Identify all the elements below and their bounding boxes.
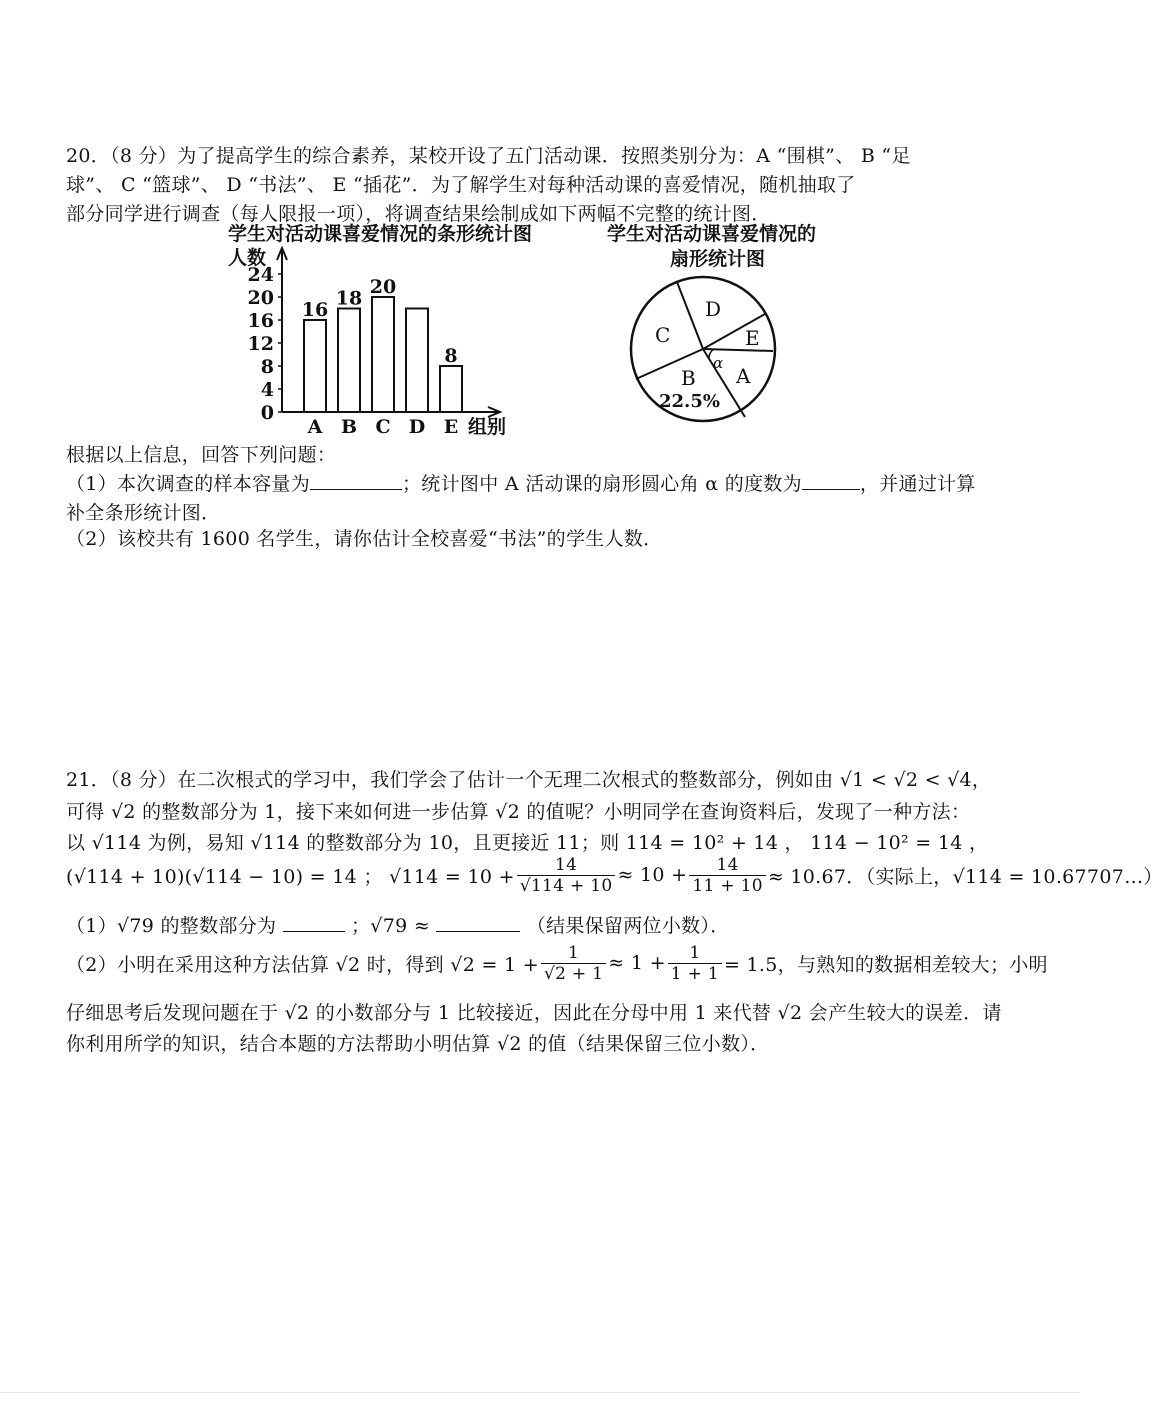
q20-part1-text-a: （1）本次调查的样本容量为	[66, 473, 310, 495]
bar-d	[406, 309, 428, 413]
q20-line-2: 球”、 C “篮球”、 D “书法”、 E “插花”．为了解学生对每种活动课的喜爱情况，随机抽取了	[66, 174, 856, 196]
fraction-1-over-1-plus-1	[668, 943, 722, 984]
pie-label-d: D	[705, 297, 722, 321]
y-tick-label: 12	[247, 333, 274, 355]
pie-chart	[625, 265, 785, 430]
q21-line-4-text-b: ≈ 10 +	[617, 864, 688, 886]
pie-label-b: B	[681, 366, 696, 390]
q20-part2: （2）该校共有 1600 名学生，请你估计全校喜爱“书法”的学生人数．	[66, 528, 663, 550]
x-tick-label: A	[307, 416, 323, 438]
x-tick-label: D	[408, 416, 426, 438]
q21-line-3: 以 √114 为例，易知 √114 的整数部分为 10，且更接近 11；则 114 = 10² + 14 ， 114 − 10² = 14 ，	[66, 832, 989, 854]
fraction-1-over-sqrt2-plus-1	[541, 943, 606, 984]
pie-chart-title-1: 学生对活动课喜爱情况的	[607, 223, 817, 245]
bar-data-label: 16	[301, 299, 329, 321]
y-tick-label: 16	[247, 310, 274, 332]
bar-y-axis-label: 人数	[228, 247, 267, 269]
fraction-denominator: √2 + 1	[543, 963, 604, 984]
q20-part1	[66, 469, 1016, 496]
q21-line-4	[66, 852, 1163, 898]
bar-b	[338, 309, 360, 413]
bar-c	[372, 297, 394, 412]
q21-line-2: 可得 √2 的整数部分为 1，接下来如何进一步估算 √2 的值呢？小明同学在查询资料后，发现了一种方法：	[66, 801, 971, 823]
fraction-14-over-sqrt114-plus-10	[517, 855, 616, 896]
q20-line-3: 部分同学进行调查（每人限报一项），将调查结果绘制成如下两幅不完整的统计图．	[66, 203, 771, 225]
fraction-denominator: 11 + 10	[692, 875, 763, 896]
pie-percent-b: 22.5%	[659, 391, 720, 412]
answer-blank-sqrt79-approx[interactable]	[436, 913, 520, 932]
pie-label-a: A	[736, 364, 751, 388]
bar-chart-title: 学生对活动课喜爱情况的条形统计图	[228, 223, 533, 245]
x-tick-label: B	[340, 416, 358, 438]
q21-part1-text-a: （1）√79 的整数部分为	[66, 915, 277, 937]
q20-part1-text-c: ，并通过计算	[859, 473, 976, 495]
bar-x-axis-label: 组别	[468, 416, 507, 438]
q20-line-1: 20．（8 分）为了提高学生的综合素养，某校开设了五门活动课．按照类别分为：A “围棋”、 B “足	[66, 145, 911, 167]
bar-data-label: 20	[369, 276, 397, 298]
q21-part1-text-c: （结果保留两位小数）．	[526, 915, 730, 937]
q21-part2-line-3: 你利用所学的知识，结合本题的方法帮助小明估算 √2 的值（结果保留三位小数）．	[66, 1033, 770, 1055]
answer-blank-sample-size[interactable]	[310, 471, 402, 490]
q21-part1	[66, 911, 1016, 938]
y-tick-label: 8	[260, 356, 274, 378]
fraction-denominator: 1 + 1	[670, 963, 719, 984]
bar-e	[440, 366, 462, 412]
q21-part2	[66, 940, 1048, 986]
y-tick-label: 4	[260, 379, 274, 401]
y-tick-label: 24	[247, 264, 274, 286]
pie-chart-title-2: 扇形统计图	[670, 248, 766, 270]
q21-line-1: 21．（8 分）在二次根式的学习中，我们学会了估计一个无理二次根式的整数部分，例如由 √1 < √2 < √4，	[66, 769, 992, 791]
fraction-numerator: 1	[668, 943, 722, 964]
fraction-14-over-11-plus-10	[689, 855, 765, 896]
q21-part1-text-b: ；√79 ≈	[351, 915, 431, 937]
q21-line-4-text-a: (√114 + 10)(√114 − 10) = 14 ； √114 = 10 +	[66, 865, 515, 888]
answer-blank-angle-alpha[interactable]	[802, 471, 860, 490]
fraction-numerator: 14	[517, 855, 616, 876]
x-tick-label: C	[375, 416, 391, 438]
bar-data-label: 18	[335, 287, 363, 310]
q21-part2-line-2: 仔细思考后发现问题在于 √2 的小数部分与 1 比较接近，因此在分母中用 1 来代替 √2 会产生较大的误差．请	[66, 1002, 1002, 1024]
x-tick-label: E	[443, 416, 459, 438]
fraction-numerator: 1	[541, 943, 606, 964]
bar-chart	[220, 240, 530, 440]
q21-part2-text-a: （2）小明在采用这种方法估算 √2 时，得到 √2 = 1 +	[66, 953, 539, 976]
fraction-denominator: √114 + 10	[519, 875, 613, 896]
q21-part2-text-b: ≈ 1 +	[608, 952, 666, 974]
bar-data-label: 8	[444, 345, 458, 367]
y-tick-label: 0	[260, 402, 274, 424]
q20-part1-cont: 补全条形统计图．	[66, 502, 221, 524]
y-tick-label: 20	[247, 287, 274, 309]
q20-intro: 根据以上信息，回答下列问题：	[66, 444, 337, 466]
fraction-numerator: 14	[689, 855, 765, 876]
bar-a	[304, 320, 326, 412]
pie-divider-c-d	[677, 282, 703, 349]
pie-label-c: C	[655, 323, 671, 347]
pie-label-e: E	[745, 326, 760, 350]
answer-blank-integer-part[interactable]	[283, 913, 345, 932]
q21-part2-text-c: = 1.5，与熟知的数据相差较大；小明	[723, 953, 1048, 976]
q21-line-4-text-c: ≈ 10.67．（实际上，√114 = 10.67707…）	[767, 865, 1163, 888]
pie-alpha-symbol: α	[713, 354, 724, 372]
page-bottom-divider	[0, 1392, 1080, 1393]
q20-part1-text-b: ；统计图中 A 活动课的扇形圆心角 α 的度数为	[402, 473, 802, 495]
